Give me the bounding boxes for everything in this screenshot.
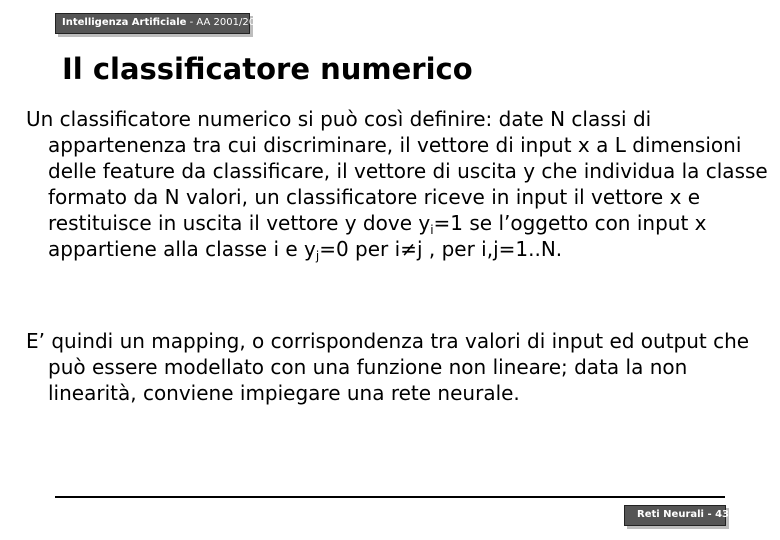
footer-badge <box>624 505 730 526</box>
mapping-paragraph: E’ quindi un mapping, o corrispondenza tra valori di input ed output che può essere modellato con una funzione non lineare; data la non linearità, conviene impiegare una rete neurale. <box>26 329 750 405</box>
not-equal-symbol: ≠ <box>400 237 417 261</box>
footer-divider <box>55 496 725 498</box>
subscript-j: j <box>315 249 320 263</box>
academic-year: - AA 2001/2002 <box>186 17 268 28</box>
slide-title: Il classificatore numerico <box>62 52 473 86</box>
definition-text-1: Un classificatore numerico si può così definire: date N classi di appartenenza tra cui discriminare, il vettore di input x a L dimensioni delle feature da classificare, il vettore di uscita y che individua la classe formato da N valori, un classificatore riceve in input il vettore x e restituisce in uscita il vettore y dove y <box>26 107 768 235</box>
page-label: Reti Neurali - 43 <box>637 509 730 520</box>
definition-text-4: j , per i,j=1..N. <box>416 237 563 261</box>
course-label <box>62 17 268 28</box>
course-header-badge <box>55 13 268 34</box>
subscript-i: i <box>430 223 434 237</box>
definition-paragraph <box>26 106 773 262</box>
definition-text-3: =0 per i <box>319 237 401 261</box>
definition-text-2: =1 se l’oggetto con input x appartiene alla classe i e y <box>48 211 707 261</box>
course-name: Intelligenza Artificiale <box>62 17 187 28</box>
